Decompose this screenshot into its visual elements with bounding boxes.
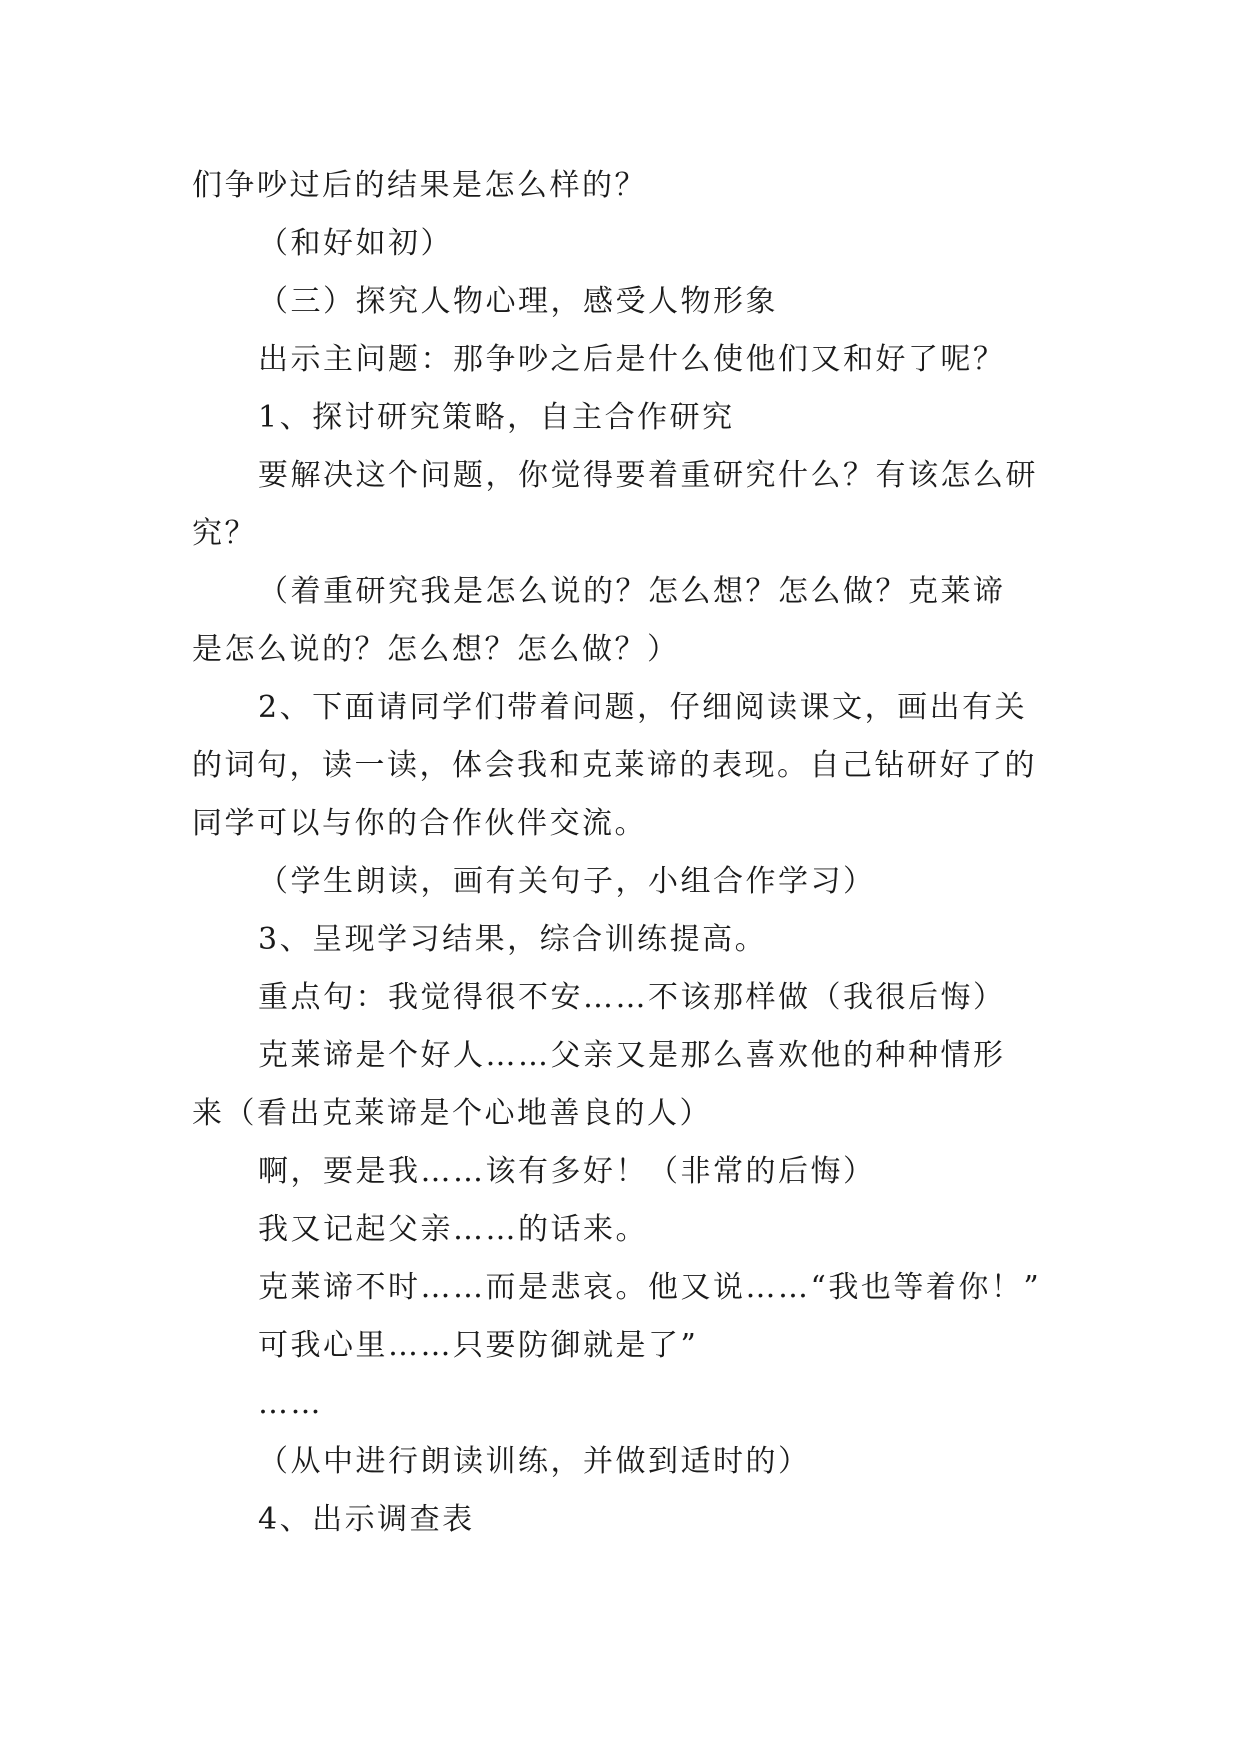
text-line: 来（看出克莱谛是个心地善良的人） [192,1096,712,1131]
text-line: 我又记起父亲……的话来。 [258,1212,648,1247]
text-line: 要解决这个问题，你觉得要着重研究什么？有该怎么研 [258,458,1038,493]
text-line: 究？ [192,516,257,551]
text-line: （学生朗读，画有关句子，小组合作学习） [258,864,876,899]
text-line: 是怎么说的？怎么想？怎么做？） [192,632,680,667]
section-heading: （三）探究人物心理，感受人物形象 [258,284,778,319]
ellipsis-line: …… [258,1386,323,1421]
step-heading: 4、出示调查表 [258,1502,475,1537]
text-line: 克莱谛是个好人……父亲又是那么喜欢他的种种情形 [258,1038,1006,1073]
text-line: 同学可以与你的合作伙伴交流。 [192,806,647,841]
text-line: （从中进行朗读训练，并做到适时的） [258,1444,811,1479]
text-line: （和好如初） [258,226,453,261]
text-line: 出示主问题：那争吵之后是什么使他们又和好了呢？ [258,342,1006,377]
text-line: 可我心里……只要防御就是了” [258,1328,699,1363]
step-heading: 1、探讨研究策略，自主合作研究 [258,400,735,435]
text-line: 的词句，读一读，体会我和克莱谛的表现。自己钻研好了的 [192,748,1037,783]
step-heading: 2、下面请同学们带着问题，仔细阅读课文，画出有关 [258,690,1028,725]
text-line: 啊，要是我……该有多好！（非常的后悔） [258,1154,876,1189]
text-line: 克莱谛不时……而是悲哀。他又说……“我也等着你！” [258,1270,1042,1305]
text-line: （着重研究我是怎么说的？怎么想？怎么做？克莱谛 [258,574,1006,609]
step-heading: 3、呈现学习结果，综合训练提高。 [258,922,768,957]
text-line: 们争吵过后的结果是怎么样的？ [192,168,647,203]
text-line: 重点句：我觉得很不安……不该那样做（我很后悔） [258,980,1006,1015]
